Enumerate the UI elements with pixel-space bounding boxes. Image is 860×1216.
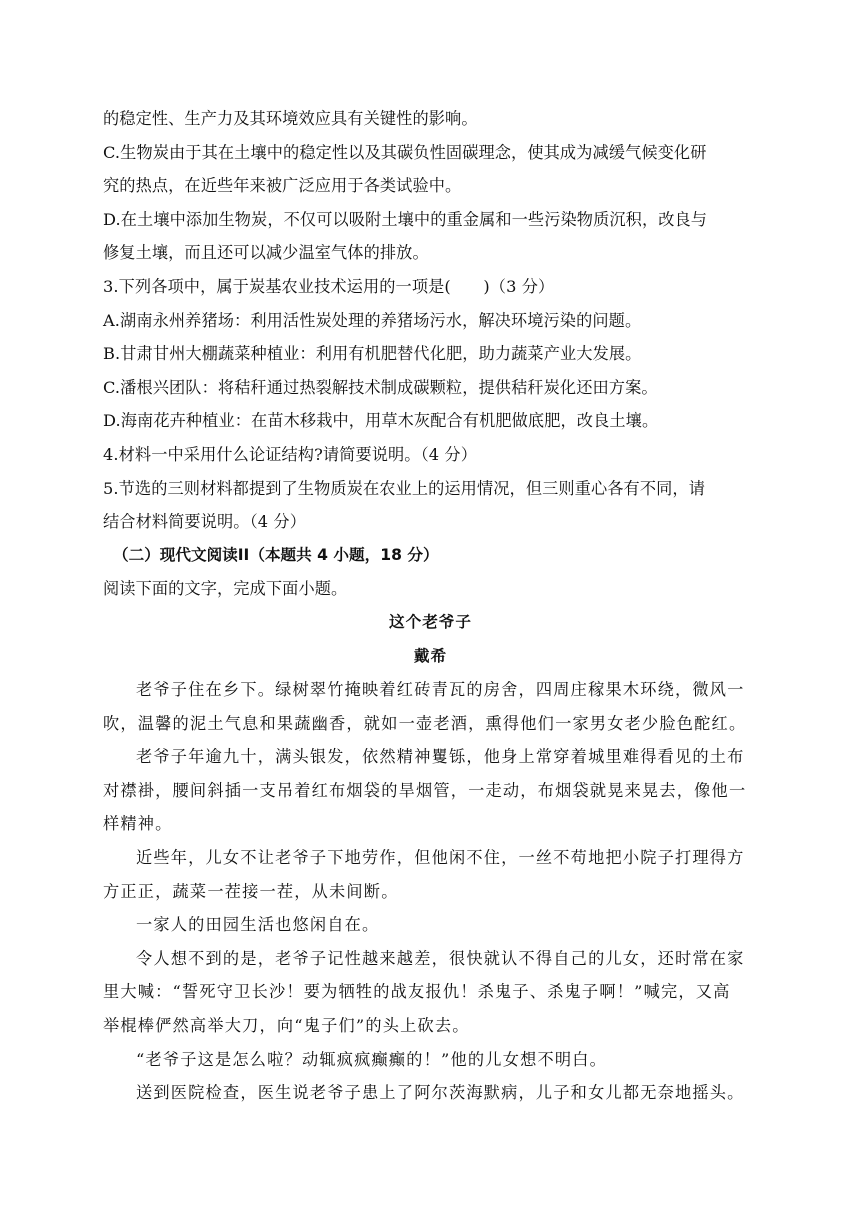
story-paragraph-line: 老爷子住在乡下。绿树翠竹掩映着红砖青瓦的房舍，四周庄稼果木环绕，微风一 [136, 680, 745, 700]
text-line: 修复土壤，而且还可以减少温室气体的排放。 [103, 243, 429, 263]
story-paragraph-line: 对襟褂，腰间斜插一支吊着红布烟袋的旱烟管，一走动，布烟袋就晃来晃去，像他一 [103, 780, 747, 800]
story-paragraph-line: 方正正，蔬菜一茬接一茬，从未间断。 [103, 881, 399, 901]
story-paragraph-line: 老爷子年逾九十，满头银发，依然精神矍铄，他身上常穿着城里难得看见的土布 [136, 747, 745, 767]
question-3-option-c: C.潘根兴团队：将秸秆通过热裂解技术制成碳颗粒，提供秸秆炭化还田方案。 [103, 377, 658, 397]
story-paragraph-line: “老爷子这是怎么啦？动辄疯疯癫癫的！”他的儿女想不明白。 [136, 1049, 608, 1069]
question-3: 3.下列各项中，属于炭基农业技术运用的一项是( )（3 分） [103, 276, 555, 296]
question-5: 5.节选的三则材料都提到了生物质炭在农业上的运用情况，但三则重心各有不同，请 [103, 478, 705, 498]
question-4: 4.材料一中采用什么论证结构?请简要说明。（4 分） [103, 444, 478, 464]
story-paragraph-line: 一家人的田园生活也悠闲自在。 [136, 915, 380, 935]
story-paragraph-line: 近些年，儿女不让老爷子下地劳作，但他闲不住，一丝不苟地把小院子打理得方 [136, 848, 745, 868]
question-3-option-d: D.海南花卉种植业：在苗木移栽中，用草木灰配合有机肥做底肥，改良土壤。 [103, 411, 659, 431]
option-c-text: C.生物炭由于其在土壤中的稳定性以及其碳负性固碳理念，使其成为减缓气候变化研 [103, 142, 707, 162]
story-paragraph-line: 样精神。 [103, 814, 173, 834]
section-heading: （二）现代文阅读II（本题共 4 小题，18 分） [113, 545, 439, 564]
reading-instruction: 阅读下面的文字，完成下面小题。 [103, 579, 348, 599]
story-paragraph-line: 举棍棒俨然高举大刀，向“鬼子们”的头上砍去。 [103, 1016, 470, 1036]
document-page [103, 102, 758, 1110]
story-paragraph-line: 吹，温馨的泥土气息和果蔬幽香，就如一壶老酒，熏得他们一家男女老少脸色酡红。 [103, 713, 747, 733]
text-line: 究的热点，在近些年来被广泛应用于各类试验中。 [103, 176, 462, 196]
story-paragraph-line: 送到医院检查，医生说老爷子患上了阿尔茨海默病，儿子和女儿都无奈地摇头。 [136, 1083, 745, 1103]
story-paragraph-line: 令人想不到的是，老爷子记性越来越差，很快就认不得自己的儿女，还时常在家 [136, 948, 745, 968]
question-5-continued: 结合材料简要说明。（4 分） [103, 512, 306, 532]
question-3-option-b: B.甘肃甘州大棚蔬菜种植业：利用有机肥替代化肥，助力蔬菜产业大发展。 [103, 344, 642, 364]
story-author: 戴希 [413, 646, 448, 665]
option-d-text: D.在土壤中添加生物炭，不仅可以吸附土壤中的重金属和一些污染物质沉积，改良与 [103, 209, 708, 229]
story-paragraph-line: 里大喊：“誓死守卫长沙！要为牺牲的战友报仇！杀鬼子、杀鬼子啊！”喊完，又高 [103, 982, 731, 1002]
question-3-option-a: A.湖南永州养猪场：利用活性炭处理的养猪场污水，解决环境污染的问题。 [103, 310, 642, 330]
story-title: 这个老爷子 [389, 612, 472, 631]
text-line: 的稳定性、生产力及其环境效应具有关键性的影响。 [103, 109, 478, 128]
